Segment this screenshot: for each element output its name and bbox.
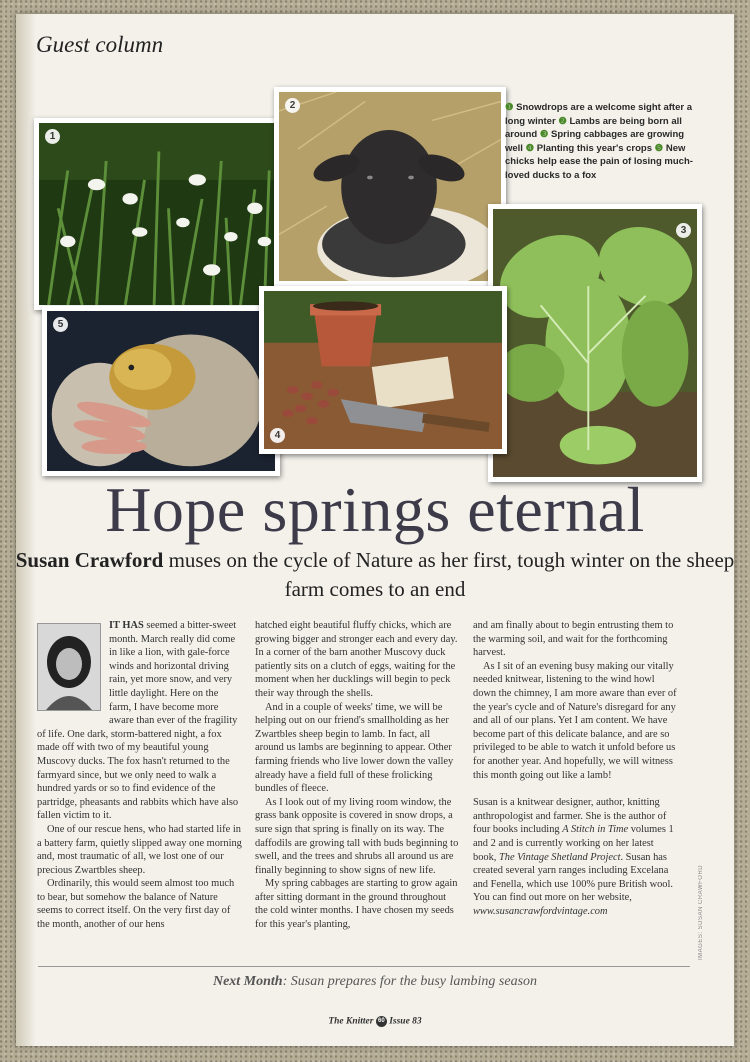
photo-number: 5 <box>53 317 68 332</box>
paragraph: As I look out of my living room window, the grass bank opposite is covered in snow drops, a sure sign that spring is finally on its way. The daffodils are growing tall with buds beginning to swell, and the trees and shrubs all around us are finally beginning to show signs of new life. <box>255 796 459 876</box>
caption-marker: ❸ <box>539 129 549 140</box>
caption-text: Planting this year's crops <box>536 142 653 154</box>
bio-text: . Susan has created several yarn ranges including Excelana and Fenella, which use 100% pure British wool. You can find out more on her website, <box>473 851 673 904</box>
section-label: Guest column <box>36 32 164 57</box>
body-column-1 <box>37 619 242 932</box>
bio-text: Susan is a knitwear designer, author, knitting anthropologist and farmer. She is the author of four books including <box>473 797 667 836</box>
photo-number: 3 <box>676 223 691 238</box>
caption-marker: ❶ <box>505 102 514 113</box>
photo-number: 2 <box>285 98 300 113</box>
paragraph: Ordinarily, this would seem almost too much to bear, but somehow the balance of Nature seems to correct itself. On the very first day of the month, another of our hens <box>37 878 235 931</box>
photo-seeds <box>259 286 507 454</box>
bio-text: volumes 1 and 2 and is currently working on her latest book, <box>473 824 674 863</box>
paragraph: and am finally about to begin entrusting them to the warming soil, and wait for the forthcoming harvest. <box>473 620 674 659</box>
issue-number: Issue 83 <box>389 1016 422 1027</box>
caption-marker: ❺ <box>654 142 664 154</box>
next-month-text: : Susan prepares for the busy lambing season <box>282 974 538 989</box>
photo-lamb <box>274 87 506 286</box>
paragraph: As I sit of an evening busy making our vitally needed knitwear, listening to the wind howl down the chimney, I am more aware than ever of the year's cycle and of Nature's disregard for any and all of our plans. Yet I am content. We have become part of this delicate balance, and are so privileged to be able to watch it unfold before us for another year. And hopefully, we will witness this month going out like a lamb! <box>473 660 677 781</box>
paragraph: And in a couple of weeks' time, we will be helping out on our friend's smallholding as her Zwartbles sheep begin to lamb. In fact, all around us lambs are beginning to appear. Other farming friends who live lower down the valley already have a field full of these frolicking bundles of fleece. <box>255 701 454 795</box>
drop-lead: IT HAS <box>109 620 144 631</box>
photo-captions <box>505 101 695 182</box>
article-headline: Hope springs eternal <box>105 474 645 545</box>
caption-text: Snowdrops are a welcome sight after a long winter <box>505 102 692 127</box>
next-month <box>0 974 750 990</box>
body-column-2 <box>255 619 460 932</box>
book-title: A Stitch in Time <box>562 824 629 836</box>
photo-cabbage <box>488 204 702 482</box>
paragraph: My spring cabbages are starting to grow again after sitting dormant in the ground throughout the cold winter months. I have chosen my seeds for this year's planting, <box>255 878 458 931</box>
paragraph: hatched eight beautiful fluffy chicks, which are growing bigger and stronger each and every day. In a corner of the barn another Muscovy duck patiently sits on a clutch of eggs, waiting for the moment when her ducklings will begin to peck their way through the shells. <box>255 620 458 699</box>
caption-text: Lambs are being born all around <box>505 115 682 140</box>
author-name: Susan Crawford <box>15 548 164 572</box>
caption-text: Spring cabbages are growing well <box>505 129 685 154</box>
folio-badge: 60 <box>376 1016 387 1027</box>
next-month-label: Next Month <box>212 974 283 989</box>
divider <box>38 966 690 967</box>
standfirst-text: muses on the cycle of Nature as her first, tough winter on the sheep farm comes to an end <box>163 548 735 601</box>
author-bio <box>473 796 678 918</box>
photo-chick <box>42 306 280 476</box>
caption-marker: ❹ <box>525 142 535 154</box>
caption-marker: ❷ <box>558 115 567 127</box>
magazine-name: The Knitter <box>328 1016 374 1027</box>
body-column-3 <box>473 619 678 918</box>
paragraph: seemed a bitter-sweet month. March really did come in like a lion, with gale-force winds and horizontal driving rain, yet more snow, and very little daylight. Here on the farm, I have become more aware than ever of the fragility of life. One dark, storm-battered night, a fox made off with two of my beautiful young Muscovy ducks. The fox hasn't returned to the farmyard since, but we only need to walk a hundred yards or so to find evidence of the partridge, pheasants and rabbits which have also fallen victim to it. <box>37 620 239 822</box>
website-link[interactable]: www.susancrawfordvintage.com <box>473 905 608 917</box>
photo-snowdrops <box>34 118 280 310</box>
image-credit: IMAGES: SUSAN CRAWFORD <box>698 864 704 960</box>
paragraph: One of our rescue hens, who had started life in a battery farm, quietly slipped away one morning and, most traumatic of all, we lost one of our precious Zwartbles sheep. <box>37 823 242 876</box>
author-photo <box>37 623 101 711</box>
page-folio <box>0 1016 750 1027</box>
photo-number: 4 <box>270 428 285 443</box>
book-title: The Vintage Shetland Project <box>498 851 621 863</box>
caption-text: New chicks help ease the pain of losing much-loved ducks to a fox <box>505 142 693 181</box>
article-standfirst <box>0 546 750 604</box>
photo-number: 1 <box>45 129 60 144</box>
